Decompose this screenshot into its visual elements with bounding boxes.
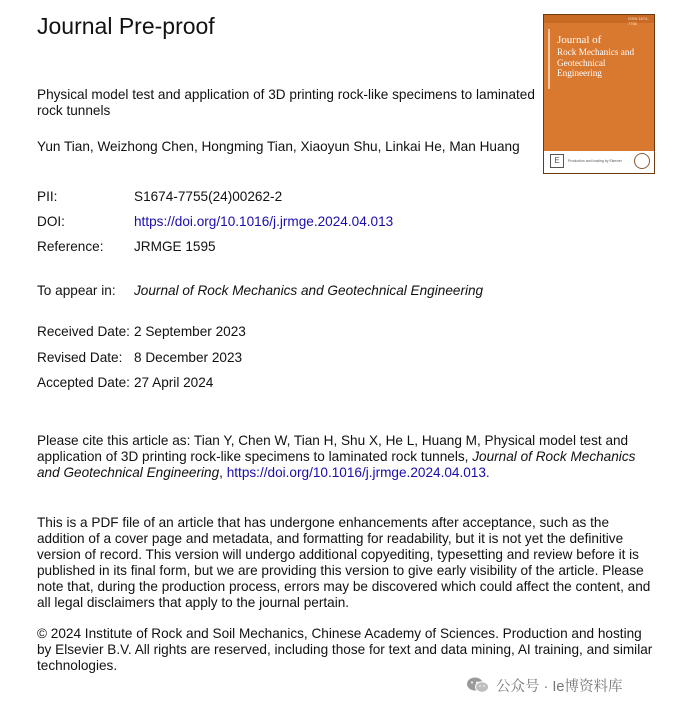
wechat-icon bbox=[466, 676, 490, 694]
wechat-watermark bbox=[466, 673, 622, 697]
page-header-title: Journal Pre-proof bbox=[37, 13, 215, 39]
citation-text: Please cite this article as: Tian Y, Chen W, Tian H, Shu X, He L, Huang M, Physical model test and application of 3D printing rock-like specimens to laminated rock tunnels, bbox=[37, 433, 629, 464]
revised-date-label: Revised Date: bbox=[37, 350, 123, 365]
accepted-date-value: 27 April 2024 bbox=[134, 375, 214, 390]
doi-label: DOI: bbox=[37, 214, 65, 229]
cover-publisher-text: Production and hosting by Elsevier bbox=[568, 159, 622, 163]
cover-publisher-strip bbox=[544, 151, 654, 173]
received-date-label: Received Date: bbox=[37, 324, 130, 339]
reference-label: Reference: bbox=[37, 239, 104, 254]
author-list: Yun Tian, Weizhong Chen, Hongming Tian, Xiaoyun Shu, Linkai He, Man Huang bbox=[37, 139, 520, 154]
pii-label: PII: bbox=[37, 189, 58, 204]
society-seal-icon bbox=[634, 153, 650, 169]
doi-row bbox=[37, 213, 393, 230]
reference-value: JRMGE 1595 bbox=[134, 239, 216, 254]
citation-separator: , bbox=[219, 465, 227, 480]
copyright-notice: © 2024 Institute of Rock and Soil Mechanics, Chinese Academy of Sciences. Production and hosting by Elsevier B.V. All rights are reserved, including those for text and data mining, AI training, and similar technologies. bbox=[37, 626, 653, 673]
cover-title-line: Journal of bbox=[557, 34, 602, 46]
received-date-value: 2 September 2023 bbox=[134, 324, 246, 339]
cover-title-line: Geotechnical bbox=[557, 57, 606, 68]
journal-cover-image bbox=[543, 14, 655, 174]
citation-paragraph bbox=[37, 433, 657, 481]
received-date-row bbox=[37, 323, 246, 340]
accepted-date-row bbox=[37, 374, 213, 391]
revised-date-value: 8 December 2023 bbox=[134, 350, 243, 365]
appear-in-row bbox=[37, 282, 483, 299]
elsevier-logo-icon: E bbox=[550, 154, 564, 168]
doi-link[interactable]: https://doi.org/10.1016/j.jrmge.2024.04.013 bbox=[134, 214, 394, 229]
citation-doi-link[interactable]: https://doi.org/10.1016/j.jrmge.2024.04.013 bbox=[226, 465, 486, 480]
citation-suffix: . bbox=[485, 465, 490, 480]
cover-title-line: Engineering bbox=[557, 68, 602, 78]
accepted-date-label: Accepted Date: bbox=[37, 375, 130, 390]
pii-value: S1674-7755(24)00262-2 bbox=[134, 189, 283, 204]
cover-accent-line bbox=[548, 29, 550, 89]
pii-row bbox=[37, 188, 282, 205]
cover-title-line: Rock Mechanics and bbox=[557, 47, 635, 57]
citation-journal: Journal of Rock Mechanics and Geotechnical Engineering bbox=[37, 449, 636, 480]
cover-issn: ISSN 1674-7755 bbox=[628, 16, 649, 26]
reference-row bbox=[37, 238, 216, 255]
appear-in-journal: Journal of Rock Mechanics and Geotechnical Engineering bbox=[134, 283, 484, 298]
watermark-text: 公众号 · Ie博资料库 bbox=[496, 678, 623, 695]
revised-date-row bbox=[37, 349, 242, 366]
appear-in-label: To appear in: bbox=[37, 283, 116, 298]
cover-journal-title bbox=[557, 34, 653, 79]
article-title: Physical model test and application of 3D printing rock-like specimens to laminated rock tunnels bbox=[37, 87, 535, 118]
pre-proof-notice: This is a PDF file of an article that has undergone enhancements after acceptance, such as the addition of a cover page and metadata, and formatting for readability, but it is not yet the definitive version of record. This version will undergo additional copyediting, typesetting and review before it is published in its final form, but we are providing this version to give early visibility of the article. Please note that, during the production process, errors may be discovered which could affect the content, and all legal disclaimers that apply to the journal pertain. bbox=[37, 515, 651, 610]
